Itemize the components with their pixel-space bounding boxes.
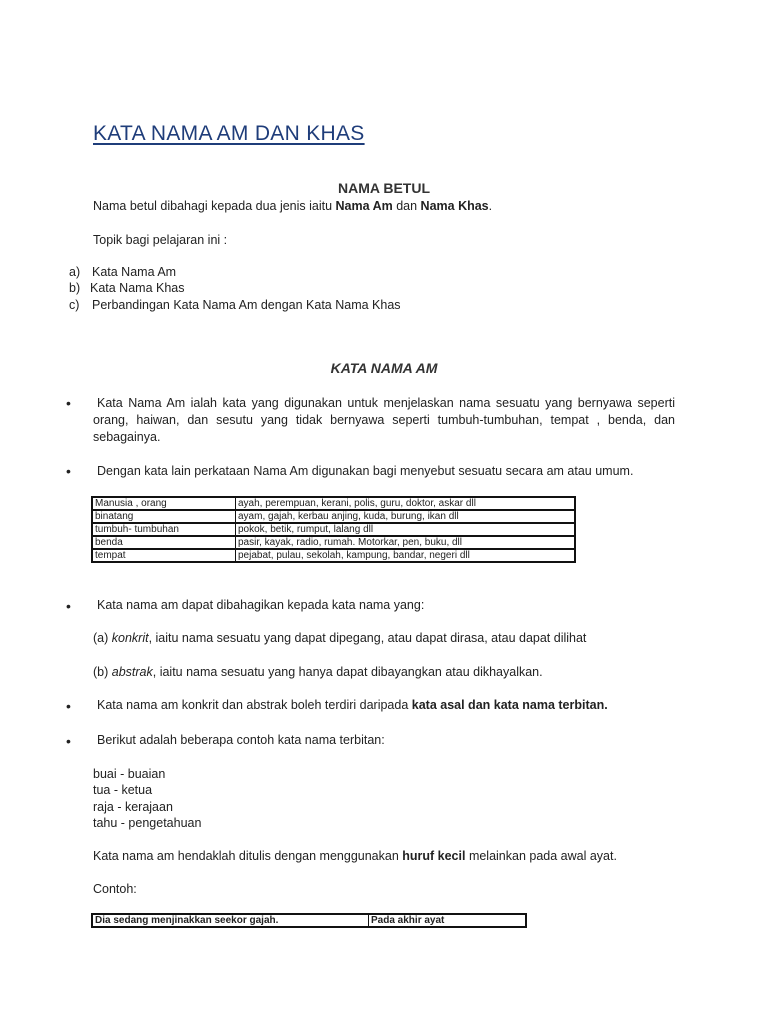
sub-item-abstrak bbox=[93, 665, 543, 679]
table-cell: pokok, betik, rumput, lalang dll bbox=[236, 523, 576, 536]
table-cell: Manusia , orang bbox=[92, 497, 236, 510]
paragraph-definition: Kata Nama Am ialah kata yang digunakan untuk menjelaskan nama sesuatu yang bernyawa seperti orang, haiwan, dan sesutu yang tidak bernyawa seperti tumbuh-tumbuhan, tempat , benda, dan sebagainya. bbox=[93, 396, 675, 444]
list-text: Kata Nama Khas bbox=[90, 281, 185, 295]
table-cell: Pada akhir ayat bbox=[369, 914, 527, 927]
topik-list-item bbox=[69, 298, 401, 312]
paragraph-terbitan bbox=[97, 698, 608, 712]
p6-text: Kata nama am hendaklah ditulis dengan menggunakan bbox=[93, 849, 403, 863]
paragraph-umum: Dengan kata lain perkataan Nama Am digunakan bagi menyebut sesuatu secara am atau umum. bbox=[97, 464, 634, 478]
p4-text: Kata nama am konkrit dan abstrak boleh terdiri daripada bbox=[97, 698, 412, 712]
table-cell: pejabat, pulau, sekolah, kampung, bandar, negeri dll bbox=[236, 549, 576, 562]
nama-betul-intro bbox=[93, 199, 492, 213]
intro-text: Nama betul dibahagi kepada dua jenis iaitu bbox=[93, 199, 336, 213]
table-row bbox=[92, 497, 575, 510]
term-konkrit: konkrit bbox=[111, 631, 149, 645]
intro-text: dan bbox=[392, 199, 421, 213]
list-text: Kata Nama Am bbox=[92, 265, 177, 279]
bullet-icon: • bbox=[66, 598, 71, 614]
intro-bold-nama-khas: Nama Khas bbox=[420, 199, 489, 213]
list-marker: a) bbox=[69, 265, 81, 279]
p6-text: melainkan pada awal ayat. bbox=[465, 849, 617, 863]
p4-bold: kata asal dan kata nama terbitan. bbox=[411, 698, 608, 712]
example-line: tahu - pengetahuan bbox=[93, 816, 202, 830]
sub-item-konkrit bbox=[93, 631, 586, 645]
intro-bold-nama-am: Nama Am bbox=[335, 199, 393, 213]
table-cell: binatang bbox=[92, 510, 236, 523]
list-text: Perbandingan Kata Nama Am dengan Kata Nama Khas bbox=[92, 298, 401, 312]
example-line: raja - kerajaan bbox=[93, 800, 173, 814]
kata-nama-am-heading: KATA NAMA AM bbox=[330, 360, 438, 376]
table-row bbox=[92, 510, 575, 523]
table-cell: tempat bbox=[92, 549, 236, 562]
table-row bbox=[92, 523, 575, 536]
table-cell: Dia sedang menjinakkan seekor gajah. bbox=[92, 914, 369, 927]
table-cell: tumbuh- tumbuhan bbox=[92, 523, 236, 536]
bullet-icon: • bbox=[66, 733, 71, 749]
bullet-icon: • bbox=[66, 698, 71, 714]
p6-bold: huruf kecil bbox=[402, 849, 466, 863]
table-cell: ayam, gajah, kerbau anjing, kuda, burung, ikan dll bbox=[236, 510, 576, 523]
paragraph-pembahagian: Kata nama am dapat dibahagikan kepada kata nama yang: bbox=[97, 598, 425, 612]
contoh-label: Contoh: bbox=[93, 882, 137, 896]
paragraph-huruf-kecil bbox=[93, 849, 617, 863]
document-title: KATA NAMA AM DAN KHAS bbox=[93, 122, 365, 145]
topik-text: Topik bagi pelajaran ini : bbox=[93, 233, 228, 247]
table-row bbox=[92, 549, 575, 562]
topik-list-item bbox=[69, 281, 185, 295]
sub-text: , iaitu nama sesuatu yang hanya dapat dibayangkan atau dikhayalkan. bbox=[152, 665, 543, 679]
nama-betul-heading: NAMA BETUL bbox=[337, 180, 431, 196]
table-cell: benda bbox=[92, 536, 236, 549]
sub-text: , iaitu nama sesuatu yang dapat dipegang, atau dapat dirasa, atau dapat dilihat bbox=[148, 631, 587, 645]
list-marker: c) bbox=[69, 298, 80, 312]
paragraph-contoh-terbitan: Berikut adalah beberapa contoh kata nama terbitan: bbox=[97, 733, 385, 747]
intro-text: . bbox=[488, 199, 493, 213]
table-row bbox=[92, 914, 526, 927]
list-marker: b) bbox=[69, 281, 81, 295]
table-cell: pasir, kayak, radio, rumah. Motorkar, pen, buku, dll bbox=[236, 536, 576, 549]
term-abstrak: abstrak bbox=[111, 665, 153, 679]
table-cell: ayah, perempuan, kerani, polis, guru, doktor, askar dll bbox=[236, 497, 576, 510]
table-row bbox=[92, 536, 575, 549]
bullet-icon: • bbox=[66, 463, 71, 479]
example-line: buai - buaian bbox=[93, 767, 166, 781]
topik-list-item bbox=[69, 265, 176, 279]
examples-table bbox=[91, 496, 576, 563]
bullet-icon: • bbox=[66, 395, 71, 411]
sub-marker: (a) bbox=[93, 631, 112, 645]
sub-marker: (b) bbox=[93, 665, 112, 679]
contoh-table bbox=[91, 913, 527, 928]
example-line: tua - ketua bbox=[93, 783, 153, 797]
